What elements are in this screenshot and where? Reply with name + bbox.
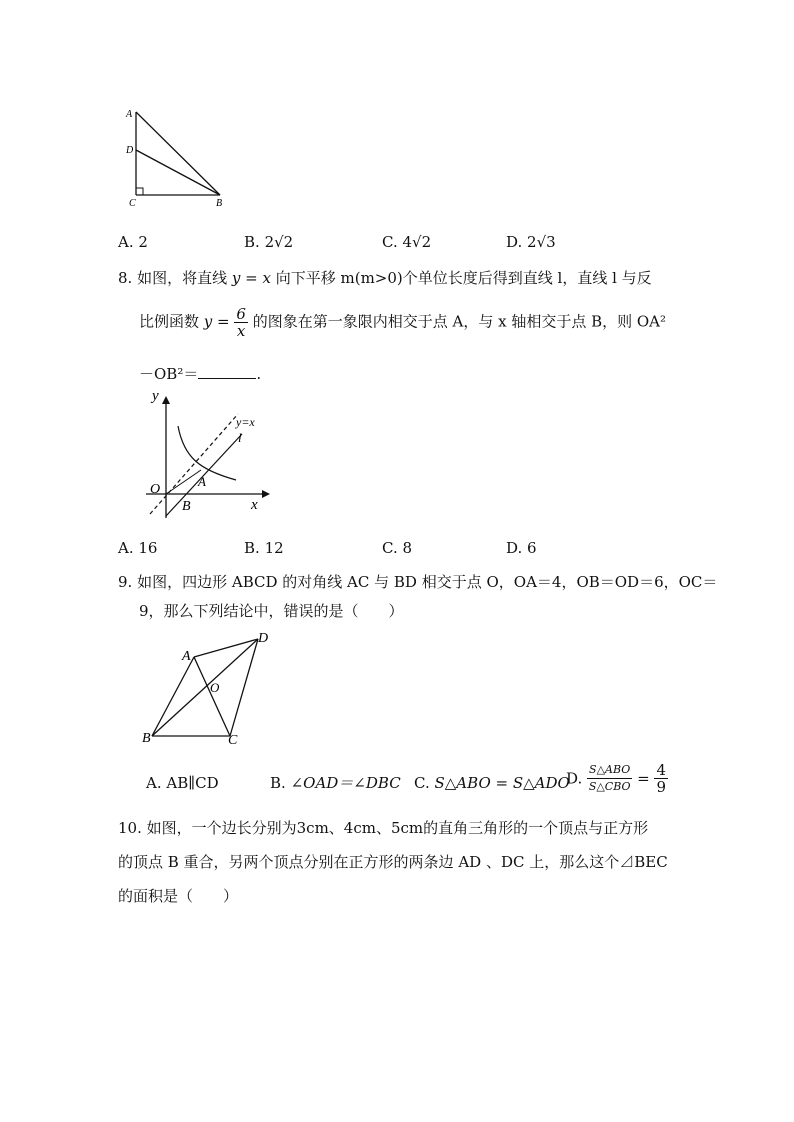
q8-label-l: l — [238, 430, 242, 445]
q8-line-3: －OB²＝ . — [139, 365, 262, 383]
q8-fraction: $\frac{6}{x}$ — [236, 305, 246, 340]
q9-option-a[interactable]: A. AB∥CD — [146, 774, 219, 792]
q7-label-b: B — [216, 198, 223, 209]
q8-line-2: 比例函数 y = $\frac{6}{x}$ 的图象在第一象限内相交于点 A，与 x 轴相交于点 B，则 OA² — [139, 305, 667, 340]
q8-label-x: x — [251, 497, 258, 513]
q9-label-c: C — [228, 733, 238, 748]
q9-number: 9. — [118, 573, 133, 591]
q9-label-a: A — [182, 649, 191, 664]
q8-figure — [142, 392, 270, 522]
q8-label-o: O — [150, 482, 161, 497]
q10-line-3: 的面积是（ ） — [118, 887, 239, 905]
q10-line-2: 的顶点 B 重合，另两个顶点分别在正方形的两条边 AD 、DC 上，那么这个⊿BEC — [118, 853, 668, 871]
q8-option-c[interactable]: C. 8 — [382, 539, 413, 557]
q7-option-b[interactable]: B. 2√2 — [244, 233, 294, 251]
q10-line-1: 10. 如图，一个边长分别为3cm、4cm、5cm的直角三角形的一个顶点与正方形 — [118, 819, 649, 837]
answer-blank[interactable] — [198, 364, 256, 379]
q7-option-d[interactable]: D. 2√3 — [506, 233, 556, 251]
q8-label-y: y — [152, 392, 159, 404]
q7-option-a[interactable]: A. 2 — [118, 233, 148, 251]
q7-option-c[interactable]: C. 4√2 — [382, 233, 432, 251]
q8-line-1: 8. 如图，将直线 y = x 向下平移 m(m>0)个单位长度后得到直线 l，直线 l 与反 — [118, 269, 652, 287]
q8-label-a: A — [198, 474, 206, 489]
q8-option-d[interactable]: D. 6 — [506, 539, 537, 557]
q9-figure — [138, 626, 278, 750]
q9-option-c[interactable]: C. S△ABO = S△ADO — [414, 774, 570, 792]
q9-option-b[interactable]: B. ∠OAD＝∠DBC — [270, 774, 401, 792]
q8-label-yx: y=x — [236, 415, 255, 429]
q9-label-d: D — [258, 631, 269, 646]
q7-label-c: C — [129, 198, 136, 209]
q7-label-d: D — [126, 145, 134, 156]
q8-number: 8. — [118, 269, 133, 287]
q9-line-2: 9，那么下列结论中，错误的是（ ） — [139, 602, 404, 620]
q7-label-a: A — [126, 109, 133, 120]
q8-option-b[interactable]: B. 12 — [244, 539, 284, 557]
q9-line-1: 9. 如图，四边形 ABCD 的对角线 AC 与 BD 相交于点 O，OA＝4，OB＝OD＝6，OC＝ — [118, 573, 718, 591]
q9-option-d[interactable]: D. $\frac{\text{S△ABO}}{\text{S△CBO}}$ = $\frac{4}{9}$ — [566, 761, 666, 796]
q8-equation: y = x — [231, 269, 271, 287]
q8-option-a[interactable]: A. 16 — [118, 539, 158, 557]
q9-label-o: O — [210, 680, 220, 695]
q9-label-b: B — [142, 731, 151, 746]
q10-number: 10. — [118, 819, 142, 837]
q8-label-b: B — [182, 499, 191, 514]
q7-figure — [120, 104, 240, 212]
